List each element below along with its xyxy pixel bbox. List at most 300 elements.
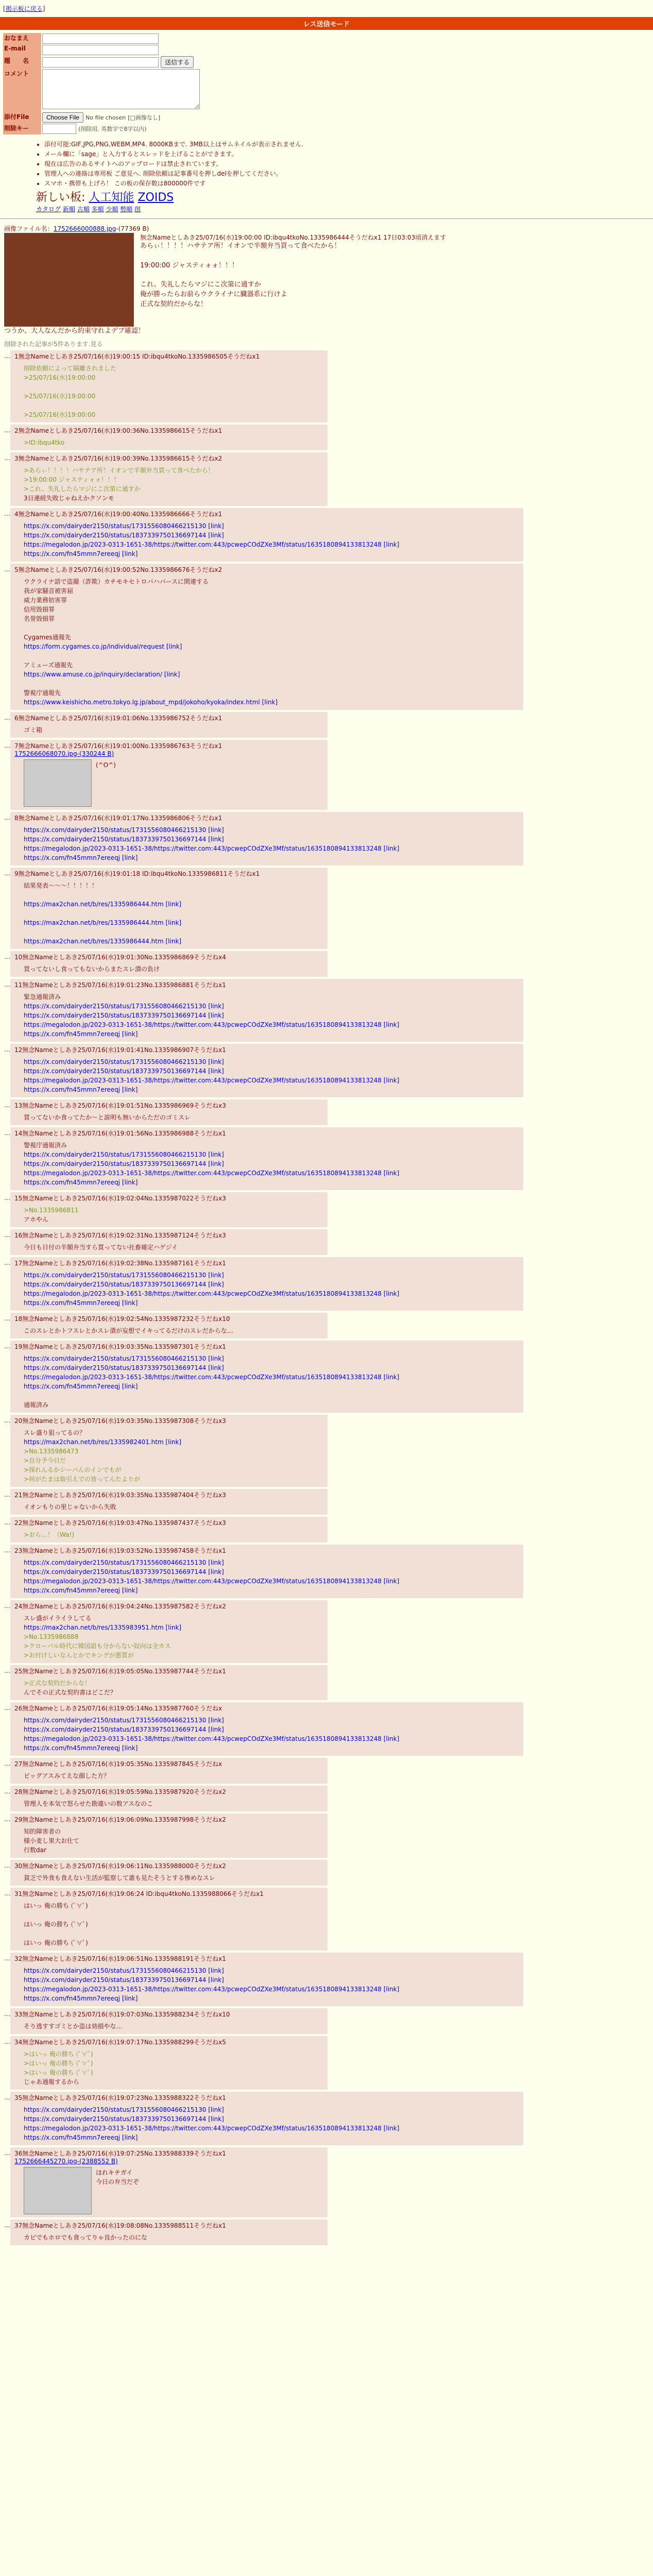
reply-text-line: 行数dar <box>24 1846 46 1854</box>
reply-header <box>14 1231 323 1240</box>
reply-url-line[interactable]: https://x.com/dairyder2150/status/1731556080466215130 [link] <box>24 826 224 834</box>
reply-row <box>4 508 649 562</box>
back-to-board-link[interactable]: 掲示板に戻る <box>5 5 43 12</box>
board-link-zoids[interactable]: ZOIDS <box>138 191 174 204</box>
reply-url-line[interactable]: https://x.com/dairyder2150/status/1837339750136697144 [link] <box>24 835 224 843</box>
op-tail: つうか、大人なんだから約束守れよデブ確認！ <box>4 327 145 335</box>
reply-url-line[interactable]: https://megalodon.jp/2023-0313-1651-38/https://twitter.com:443/pcwepCOdZXe3Mf/status/1635180894133813248 [link] <box>24 1169 400 1177</box>
reply-url-line[interactable]: https://x.com/dairyder2150/status/1731556080466215130 [link] <box>24 2106 224 2113</box>
reply-header <box>14 2149 323 2158</box>
reply-number: 2 <box>14 427 19 434</box>
reply-text-line: 名誉毀損罪 <box>24 615 55 622</box>
reply-url-line[interactable]: https://x.com/fn45mmn7ereeqj [link] <box>24 1586 138 1594</box>
reply-url-line[interactable]: https://x.com/dairyder2150/status/1837339750136697144 [link] <box>24 1160 224 1167</box>
reply-number: 15 <box>14 1194 23 1202</box>
reply-row <box>4 951 649 977</box>
reply-quote-line: >はいっ 俺の勝ち (ﾟ∀ﾟ) <box>24 2050 93 2058</box>
reply-quote-line: >25/07/16(水)19:00:00 <box>24 392 96 400</box>
reply-url-line[interactable]: https://x.com/dairyder2150/status/1837339750136697144 [link] <box>24 1067 224 1075</box>
reply-url-line[interactable]: https://x.com/dairyder2150/status/1731556080466215130 [link] <box>24 1271 224 1279</box>
reply-text-line <box>24 1910 323 1920</box>
reply-post <box>10 1192 328 1227</box>
reply-url-line[interactable]: https://x.com/fn45mmn7ereeqj [link] <box>24 1030 138 1038</box>
reply-quote-line: >19:00:00 ジャスティォォ！！！ <box>24 476 120 483</box>
reply-meta[interactable]: 無念Nameとしあき25/07/16(水)19:03:47No.1335987437そうだねx3 <box>22 1519 226 1527</box>
reply-row <box>4 1127 649 1190</box>
reply-marker: … <box>4 869 10 877</box>
reply-post <box>10 1953 523 2006</box>
reply-post <box>10 350 328 422</box>
reply-quote-line: >25/07/16(水)19:00:00 <box>24 374 96 381</box>
reply-header <box>14 565 519 574</box>
reply-row <box>4 979 649 1042</box>
reply-text-line: 我が家騒音被害届 <box>24 587 74 595</box>
reply-body <box>24 1966 519 2003</box>
reply-row <box>4 1814 649 1858</box>
reply-row <box>4 452 649 506</box>
name-label: おなまえ <box>3 33 41 44</box>
reply-meta[interactable]: 無念Nameとしあき25/07/16(水)19:07:25No.1335988339そうだねx1 <box>22 2149 226 2157</box>
reply-url-line[interactable]: https://megalodon.jp/2023-0313-1651-38/https://twitter.com:443/pcwepCOdZXe3Mf/status/1635180894133813248 [link] <box>24 1021 400 1028</box>
reply-header <box>14 953 323 961</box>
reply-header <box>14 1861 323 1870</box>
reply-header <box>14 1889 323 1898</box>
reply-quote-line: >お付けしいなんとかでキングが悪質が <box>24 1651 134 1659</box>
reply-text-line: スレ盛がイライラしてる <box>24 1614 92 1622</box>
reply-url-line[interactable]: https://max2chan.net/b/res/1335983951.htm [link] <box>24 1623 182 1631</box>
reply-header <box>14 1602 323 1611</box>
new-boards-prefix: 新しい板: <box>36 191 85 204</box>
reply-header <box>14 426 323 435</box>
subject-input[interactable] <box>42 57 159 67</box>
reply-meta[interactable]: 無念Nameとしあき25/07/16(水)19:03:35No.1335987301そうだねx1 <box>22 1343 226 1350</box>
board-link-ai[interactable]: 人工知能 <box>89 191 134 204</box>
reply-body <box>24 1558 519 1595</box>
reply-text-line: イオンもりの里じゃないから失敗 <box>24 1503 116 1511</box>
reply-url-line[interactable]: https://x.com/dairyder2150/status/1837339750136697144 [link] <box>24 1976 224 1984</box>
reply-quote-line: >何がたまは取引えでの皆ってんたよりが <box>24 1475 141 1483</box>
delkey-label: 削除キー <box>3 123 41 134</box>
reply-meta[interactable]: 無念Nameとしあき25/07/16(水)19:01:23No.1335986881そうだねx1 <box>22 981 226 989</box>
reply-header <box>14 2221 323 2230</box>
reply-quote-line: >25/07/16(水)19:00:00 <box>24 411 96 418</box>
reply-file-link[interactable] <box>14 2158 323 2165</box>
reply-quote-line: >No.1335986811 <box>24 1206 79 1214</box>
reply-text-line: 信用毀損罪 <box>24 605 55 613</box>
reply-url-line[interactable]: https://x.com/dairyder2150/status/1731556080466215130 [link] <box>24 1558 224 1566</box>
reply-post <box>10 1665 328 1700</box>
reply-meta[interactable]: 無念Nameとしあき25/07/16(水)19:01:17No.1335986806そうだねx1 <box>18 814 222 822</box>
op-header: 無念Nameとしあき25/07/16(水)19:00:00 ID:ibqu4tkoNo.1335986444そうだねx1 17日03:03頃消えます <box>140 234 446 241</box>
sort-old-link[interactable]: 古順 <box>77 206 90 213</box>
reply-marker: … <box>4 1129 10 1137</box>
reply-meta[interactable]: 無念Nameとしあき25/07/16(水)19:02:04No.1335987022そうだねx3 <box>22 1194 226 1202</box>
reply-text-line: 様小麦し果大お仕て <box>24 1837 80 1844</box>
reply-number: 31 <box>14 1890 23 1897</box>
op-file-link[interactable]: 1752666000888.jpg <box>53 225 116 232</box>
reply-number: 10 <box>14 953 23 961</box>
reply-url-line[interactable]: https://x.com/dairyder2150/status/1731556080466215130 [link] <box>24 1354 224 1362</box>
reply-post <box>10 1489 328 1515</box>
reply-row <box>4 740 649 810</box>
reply-url-line[interactable]: https://megalodon.jp/2023-0313-1651-38/https://twitter.com:443/pcwepCOdZXe3Mf/status/1635180894133813248 [link] <box>24 844 400 852</box>
reply-body <box>24 1206 323 1224</box>
no-image-checkbox-label[interactable]: [□画像なし] <box>128 114 161 121</box>
reply-post <box>10 740 328 810</box>
reply-marker: … <box>4 1759 10 1767</box>
reply-body <box>24 881 323 946</box>
reply-number: 12 <box>14 1046 23 1054</box>
reply-meta[interactable]: 無念Nameとしあき25/07/16(水)19:07:23No.1335988322そうだねx1 <box>22 2094 226 2102</box>
reply-quote-line: >自分予今日だ <box>24 1456 66 1464</box>
reply-text-line: 3日連続失敗じゃねえかクソンモ <box>24 494 114 502</box>
reply-url-line[interactable]: https://x.com/dairyder2150/status/1837339750136697144 [link] <box>24 1725 224 1733</box>
reply-body <box>24 364 323 419</box>
reply-meta[interactable]: 無念Nameとしあき25/07/16(水)19:00:15 ID:ibqu4tkoNo.1335986505そうだねx1 <box>18 352 260 360</box>
reply-meta[interactable]: 無念Nameとしあき25/07/16(水)19:01:18 ID:ibqu4tkoNo.1335986811そうだねx1 <box>18 870 260 877</box>
note-item: • スマホ・携帯も上げろ！ この板の保存数は800000件です <box>44 179 653 188</box>
reply-body <box>24 1530 323 1539</box>
reply-url-line[interactable]: https://max2chan.net/b/res/1335986444.htm [link] <box>24 937 182 945</box>
reply-text-line: 今日も日付の半額弁当すら買ってない社畜確定ハゲジイ <box>24 1243 178 1251</box>
reply-body <box>24 992 519 1039</box>
reply-thumbnail-image[interactable] <box>24 2167 92 2214</box>
reply-meta[interactable]: 無念Nameとしあき25/07/16(水)19:02:38No.1335987161そうだねx1 <box>22 1259 226 1267</box>
reply-url-line[interactable]: https://megalodon.jp/2023-0313-1651-38/https://twitter.com:443/pcwepCOdZXe3Mf/status/1635180894133813248 [link] <box>24 1735 400 1742</box>
reply-post <box>10 1044 523 1097</box>
reply-meta[interactable]: 無念Nameとしあき25/07/16(水)19:02:31No.1335987124そうだねx3 <box>22 1231 226 1239</box>
email-input[interactable] <box>42 45 159 55</box>
reply-post <box>10 2008 328 2034</box>
reply-meta[interactable]: 無念Nameとしあき25/07/16(水)19:06:24 ID:ibqu4tkoNo.1335988066そうだねx1 <box>22 1890 264 1897</box>
sort-many-link[interactable]: 多順 <box>91 206 104 213</box>
reply-meta[interactable]: 無念Nameとしあき25/07/16(水)19:05:14No.1335987760そうだねx <box>22 1704 222 1712</box>
deleted-notice[interactable]: 削除された記事が5件あります.見る <box>4 340 103 348</box>
reply-marker: … <box>4 714 10 721</box>
op-body-line: 19:00:00 ジャスティォォ！！！ <box>140 261 238 269</box>
top-nav: [掲示板に戻る] <box>3 5 45 12</box>
submit-button[interactable]: 送信する <box>161 56 194 68</box>
reply-number: 3 <box>14 454 19 462</box>
reply-quote-line: >これ、失礼したらマジにこ次第に通すか <box>24 485 141 493</box>
reply-meta[interactable]: 無念Nameとしあき25/07/16(水)19:06:09No.1335987998そうだねx2 <box>22 1816 226 1823</box>
reply-text-line: カピでもホロでも食ってりゃ良かったのにな <box>24 2233 148 2241</box>
reply-url-line[interactable]: https://max2chan.net/b/res/1335986444.htm [link] <box>24 900 182 908</box>
comment-textarea[interactable] <box>42 69 200 109</box>
reply-url-line[interactable]: https://x.com/dairyder2150/status/1837339750136697144 [link] <box>24 1568 224 1575</box>
reply-meta[interactable]: 無念Nameとしあき25/07/16(水)19:04:24No.1335987582そうだねx2 <box>22 1602 226 1610</box>
reply-number: 29 <box>14 1816 23 1823</box>
reply-number: 32 <box>14 1955 23 1962</box>
reply-body <box>24 1243 323 1252</box>
reply-text-line: アミューズ通報先 <box>24 661 73 669</box>
reply-meta[interactable]: 無念Nameとしあき25/07/16(水)19:02:54No.1335987232そうだねx10 <box>22 1315 230 1323</box>
reply-quote-line: >ID:ibqu4tko <box>24 438 65 446</box>
reply-header <box>14 1787 323 1796</box>
reply-row <box>4 1786 649 1811</box>
reply-row <box>4 350 649 422</box>
reply-meta[interactable]: 無念Nameとしあき25/07/16(水)19:03:52No.1335987458そうだねx1 <box>22 1547 226 1554</box>
reply-header <box>14 1815 323 1824</box>
reply-marker: … <box>4 2149 10 2157</box>
reply-url-line[interactable]: https://x.com/fn45mmn7ereeqj [link] <box>24 550 138 557</box>
op-file-info <box>4 224 649 233</box>
reply-meta[interactable]: 無念Nameとしあき25/07/16(水)19:06:11No.1335988000そうだねx2 <box>22 1862 226 1870</box>
reply-url-line[interactable]: https://megalodon.jp/2023-0313-1651-38/https://twitter.com:443/pcwepCOdZXe3Mf/status/1635180894133813248 [link] <box>24 1577 400 1585</box>
note-item: • 管理人への連絡は専用板 ご意見へ. 削除依頼は記事番号を押しdelを押してください。 <box>44 169 653 178</box>
reply-marker: … <box>4 1815 10 1823</box>
reply-header <box>14 1342 519 1351</box>
reply-url-line[interactable]: https://megalodon.jp/2023-0313-1651-38/https://twitter.com:443/pcwepCOdZXe3Mf/status/1635180894133813248 [link] <box>24 540 400 548</box>
email-label: E-mail <box>3 44 41 56</box>
reply-body <box>24 964 323 974</box>
reply-url-line[interactable]: https://x.com/dairyder2150/status/1837339750136697144 [link] <box>24 1364 224 1371</box>
reply-header <box>14 1704 519 1713</box>
reply-text-line <box>24 890 323 900</box>
reply-post <box>10 452 328 506</box>
reply-marker: … <box>4 1518 10 1526</box>
note-item: • メール欄に「sage」と入力するとスレッドを上げることができます。 <box>44 149 653 158</box>
reply-quote-line: >あらぃ！！！！ハサテア所！イオンで半額弁当買って食べたから！ <box>24 466 214 474</box>
reply-header <box>14 1518 323 1527</box>
reply-number: 16 <box>14 1231 23 1239</box>
reply-marker: … <box>4 565 10 573</box>
reply-body <box>24 1141 519 1187</box>
reply-row <box>4 1044 649 1097</box>
reply-post <box>10 712 328 738</box>
reply-meta[interactable]: 無念Nameとしあき25/07/16(水)19:00:39No.1335986615そうだねx2 <box>18 454 222 462</box>
delete-link[interactable]: 削 <box>134 206 141 213</box>
reply-meta[interactable]: 無念Nameとしあき25/07/16(水)19:05:59No.1335987920そうだねx2 <box>22 1788 226 1795</box>
op-body <box>140 242 446 310</box>
reply-number: 7 <box>14 742 19 750</box>
catalog-link[interactable]: カタログ <box>36 206 61 213</box>
reply-post <box>10 979 523 1042</box>
reply-post <box>10 1257 523 1311</box>
reply-number: 35 <box>14 2094 23 2102</box>
reply-text-line: ほれキチガイ <box>96 2168 133 2176</box>
reply-marker: … <box>4 1101 10 1109</box>
reply-url-line[interactable]: https://www.keishicho.metro.tokyo.lg.jp/about_mpd/jokoho/kyoka/index.html [link] <box>24 698 278 706</box>
reply-url-line[interactable]: https://max2chan.net/b/res/1335982401.htm [link] <box>24 1438 182 1446</box>
reply-number: 17 <box>14 1259 23 1267</box>
reply-meta[interactable]: 無念Nameとしあき25/07/16(水)19:08:08No.1335988511そうだねx1 <box>22 2222 226 2229</box>
reply-meta[interactable]: 無念Nameとしあき25/07/16(水)19:07:17No.1335988299そうだねx5 <box>22 2038 226 2046</box>
reply-marker: … <box>4 2010 10 2018</box>
reply-file-link[interactable] <box>14 750 323 757</box>
reply-marker: … <box>4 1416 10 1424</box>
reply-meta[interactable]: 無念Nameとしあき25/07/16(水)19:01:51No.1335986969そうだねx3 <box>22 1101 226 1109</box>
reply-meta[interactable]: 無念Nameとしあき25/07/16(水)19:01:41No.1335986907そうだねx1 <box>22 1046 226 1054</box>
sort-speed-link[interactable]: 勢順 <box>120 206 133 213</box>
reply-text-line: 結果発表〜〜〜！！！！！ <box>24 882 98 889</box>
reply-url-line[interactable]: https://x.com/dairyder2150/status/1837339750136697144 [link] <box>24 531 224 539</box>
reply-number: 20 <box>14 1417 23 1425</box>
note-item: • 現在は広告のあるサイトへのアップロードは禁止されています。 <box>44 159 653 168</box>
reply-meta[interactable]: 無念Nameとしあき25/07/16(水)19:01:06No.1335986752そうだねx1 <box>18 714 222 722</box>
reply-number: 22 <box>14 1519 23 1527</box>
op-body-line <box>140 271 446 281</box>
reply-post <box>10 1786 328 1811</box>
reply-quote-line: >クローバル時代に韓国語も分からない奴向は全カス <box>24 1642 171 1650</box>
reply-url-line[interactable]: https://x.com/dairyder2150/status/1731556080466215130 [link] <box>24 1002 224 1010</box>
reply-number: 8 <box>14 814 19 822</box>
reply-marker: … <box>4 2038 10 2045</box>
reply-meta[interactable]: 無念Nameとしあき25/07/16(水)19:01:56No.1335986988そうだねx1 <box>22 1129 226 1137</box>
reply-marker: … <box>4 510 10 517</box>
reply-number: 30 <box>14 1862 23 1870</box>
reply-header <box>14 2010 323 2019</box>
reply-row <box>4 2147 649 2217</box>
reply-url-line[interactable]: https://megalodon.jp/2023-0313-1651-38/https://twitter.com:443/pcwepCOdZXe3Mf/status/1635180894133813248 [link] <box>24 1290 400 1297</box>
reply-marker: … <box>4 1861 10 1869</box>
reply-body <box>24 1716 519 1753</box>
reply-marker: … <box>4 1045 10 1053</box>
reply-url-line[interactable]: https://x.com/dairyder2150/status/1731556080466215130 [link] <box>24 1967 224 1974</box>
reply-marker: … <box>4 2221 10 2229</box>
reply-url-line[interactable]: https://form.cygames.co.jp/individual/request [link] <box>24 642 182 650</box>
reply-text-line: んでその正式な契約書はどこだ？ <box>24 1688 117 1696</box>
reply-url-line[interactable]: https://x.com/fn45mmn7ereeqj [link] <box>24 854 138 861</box>
reply-url-line[interactable]: https://x.com/dairyder2150/status/1731556080466215130 [link] <box>24 522 224 530</box>
reply-marker: … <box>4 1259 10 1266</box>
reply-number: 18 <box>14 1315 23 1323</box>
reply-row <box>4 564 649 710</box>
reply-url-line[interactable]: https://megalodon.jp/2023-0313-1651-38/https://twitter.com:443/pcwepCOdZXe3Mf/status/1635180894133813248 [link] <box>24 1985 400 1993</box>
reply-meta[interactable]: 無念Nameとしあき25/07/16(水)19:03:35No.1335987308そうだねx3 <box>22 1417 226 1425</box>
reply-header <box>14 352 323 361</box>
reply-number: 21 <box>14 1491 23 1499</box>
sort-few-link[interactable]: 少順 <box>106 206 118 213</box>
reply-url-line[interactable]: https://max2chan.net/b/res/1335986444.htm [link] <box>24 919 182 926</box>
reply-post <box>10 2036 328 2090</box>
reply-meta[interactable]: 無念Nameとしあき25/07/16(水)19:07:03No.1335988234そうだねx10 <box>22 2010 230 2018</box>
reply-meta[interactable]: 無念Nameとしあき25/07/16(水)19:00:40No.1335986666そうだねx1 <box>18 510 222 518</box>
reply-body <box>24 438 323 447</box>
reply-post <box>10 2219 328 2245</box>
reply-url-line[interactable]: https://megalodon.jp/2023-0313-1651-38/https://twitter.com:443/pcwepCOdZXe3Mf/status/1635180894133813248 [link] <box>24 2124 400 2132</box>
reply-row <box>4 1099 649 1125</box>
reply-url-line[interactable]: https://x.com/dairyder2150/status/1837339750136697144 [link] <box>24 1011 224 1019</box>
reply-marker: … <box>4 1546 10 1554</box>
reply-meta[interactable]: 無念Nameとしあき25/07/16(水)19:00:52No.1335986676そうだねx2 <box>18 566 222 573</box>
reply-post <box>10 1127 523 1190</box>
reply-meta[interactable]: 無念Nameとしあき25/07/16(水)19:05:35No.1335987845そうだねx <box>22 1760 222 1768</box>
reply-header <box>14 1759 323 1768</box>
reply-text-line: 威力業務妨害罪 <box>24 596 67 604</box>
choose-file-button[interactable]: Choose File <box>42 112 83 123</box>
reply-url-line[interactable]: https://x.com/fn45mmn7ereeqj [link] <box>24 1299 138 1307</box>
reply-header <box>14 1954 519 1963</box>
reply-text-line: このスレとかトフスレとかスレ潰が妄想でイキってるだけのスレだからな… <box>24 1327 233 1334</box>
name-input[interactable] <box>42 33 159 44</box>
reply-meta[interactable]: 無念Nameとしあき25/07/16(水)19:05:05No.1335987744そうだねx1 <box>22 1667 226 1675</box>
reply-file-name[interactable]: 1752666068070.jpg-(330244 B) <box>14 750 114 757</box>
reply-meta[interactable]: 無念Nameとしあき25/07/16(水)19:01:00No.1335986763そうだねx1 <box>18 742 222 750</box>
reply-url-line[interactable]: https://megalodon.jp/2023-0313-1651-38/https://twitter.com:443/pcwepCOdZXe3Mf/status/1635180894133813248 [link] <box>24 1076 400 1084</box>
reply-url-line[interactable]: https://x.com/dairyder2150/status/1837339750136697144 [link] <box>24 2115 224 2123</box>
op-thumbnail-image[interactable] <box>4 233 134 327</box>
reply-quote-line: 削除依頼によって隔離されました <box>24 364 117 372</box>
reply-row <box>4 1953 649 2006</box>
reply-marker: … <box>4 1314 10 1322</box>
reply-url-line[interactable]: https://x.com/fn45mmn7ereeqj [link] <box>24 1382 138 1390</box>
reply-text-line <box>24 382 323 392</box>
reply-body <box>24 2105 519 2142</box>
reply-number: 28 <box>14 1788 23 1795</box>
reply-row <box>4 1702 649 1756</box>
reply-post <box>10 1545 523 1598</box>
reply-body <box>24 725 323 735</box>
reply-text-line: じゃあ通報するから <box>24 2078 80 2086</box>
reply-url-line[interactable]: https://x.com/fn45mmn7ereeqj [link] <box>24 1744 138 1752</box>
reply-meta[interactable]: 無念Nameとしあき25/07/16(水)19:03:35No.1335987404そうだねx3 <box>22 1491 226 1499</box>
reply-row <box>4 2036 649 2090</box>
reply-meta[interactable]: 無念Nameとしあき25/07/16(水)19:00:36No.1335986615そうだねx1 <box>18 427 222 434</box>
reply-post <box>10 564 523 710</box>
reply-url-line[interactable]: https://x.com/fn45mmn7ereeqj [link] <box>24 1086 138 1093</box>
reply-row <box>4 2219 649 2245</box>
reply-header <box>14 1490 323 1499</box>
reply-number: 13 <box>14 1101 23 1109</box>
reply-url-line[interactable]: https://x.com/dairyder2150/status/1731556080466215130 [link] <box>24 1150 224 1158</box>
reply-body <box>24 1270 519 1308</box>
reply-row <box>4 1888 649 1951</box>
reply-list <box>4 350 649 2245</box>
reply-marker: … <box>4 953 10 960</box>
reply-text-line: ウクライナ語で盗撮（詐欺）カチモキセトロバハバースに関連する <box>24 578 209 585</box>
reply-post <box>10 1415 328 1487</box>
op-body-line <box>140 251 446 261</box>
reply-header <box>14 1667 323 1675</box>
reply-post <box>10 1229 328 1255</box>
reply-url-line[interactable]: https://www.amuse.co.jp/inquiry/declaration/ [link] <box>24 670 180 678</box>
reply-row <box>4 868 649 949</box>
reply-post <box>10 1860 328 1886</box>
reply-header <box>14 1045 519 1054</box>
sort-new-link[interactable]: 新順 <box>62 206 75 213</box>
reply-url-line[interactable]: https://x.com/dairyder2150/status/1731556080466215130 [link] <box>24 1058 224 1065</box>
reply-quote-line: >探れんるかシーバんのインでもが <box>24 1466 122 1473</box>
reply-marker: … <box>4 980 10 988</box>
reply-url-line[interactable]: https://x.com/fn45mmn7ereeqj [link] <box>24 2133 138 2141</box>
reply-url-line[interactable]: https://x.com/dairyder2150/status/1731556080466215130 [link] <box>24 1716 224 1724</box>
reply-text-line: スレ盛り狙ってるの？ <box>24 1429 86 1436</box>
reply-body <box>24 1057 519 1094</box>
reply-row <box>4 1341 649 1413</box>
reply-text-line: 警視庁通報先 <box>24 689 61 697</box>
reply-body <box>24 2022 323 2031</box>
reply-thumbnail-image[interactable] <box>24 759 92 807</box>
reply-url-line[interactable]: https://x.com/dairyder2150/status/1837339750136697144 [link] <box>24 1280 224 1288</box>
delkey-input[interactable] <box>42 124 76 134</box>
reply-meta[interactable]: 無念Nameとしあき25/07/16(水)19:06:51No.1335988191そうだねx1 <box>22 1955 226 1962</box>
reply-url-line[interactable]: https://x.com/fn45mmn7ereeqj [link] <box>24 1994 138 2002</box>
reply-body <box>24 1771 323 1781</box>
reply-url-line[interactable]: https://megalodon.jp/2023-0313-1651-38/https://twitter.com:443/pcwepCOdZXe3Mf/status/1635180894133813248 [link] <box>24 1373 400 1381</box>
reply-file-name[interactable]: 1752666445270.jpg-(2388552 B) <box>14 2157 118 2165</box>
reply-post <box>10 1758 328 1784</box>
op-body-line: 俺が勝ったらお前らウクライナに臓器系に行けよ <box>140 291 287 299</box>
reply-text-line <box>24 679 519 688</box>
reply-url-line[interactable]: https://x.com/fn45mmn7ereeqj [link] <box>24 1178 138 1186</box>
reply-body <box>24 1354 519 1410</box>
reply-text-line: はいっ 俺の勝ち (ﾟ∀ﾟ) <box>24 1902 88 1909</box>
reply-text-line <box>24 401 323 410</box>
comment-label: コメント <box>3 69 41 112</box>
reply-meta[interactable]: 無念Nameとしあき25/07/16(水)19:01:30No.1335986869そうだねx4 <box>22 953 226 961</box>
reply-number: 23 <box>14 1547 23 1554</box>
